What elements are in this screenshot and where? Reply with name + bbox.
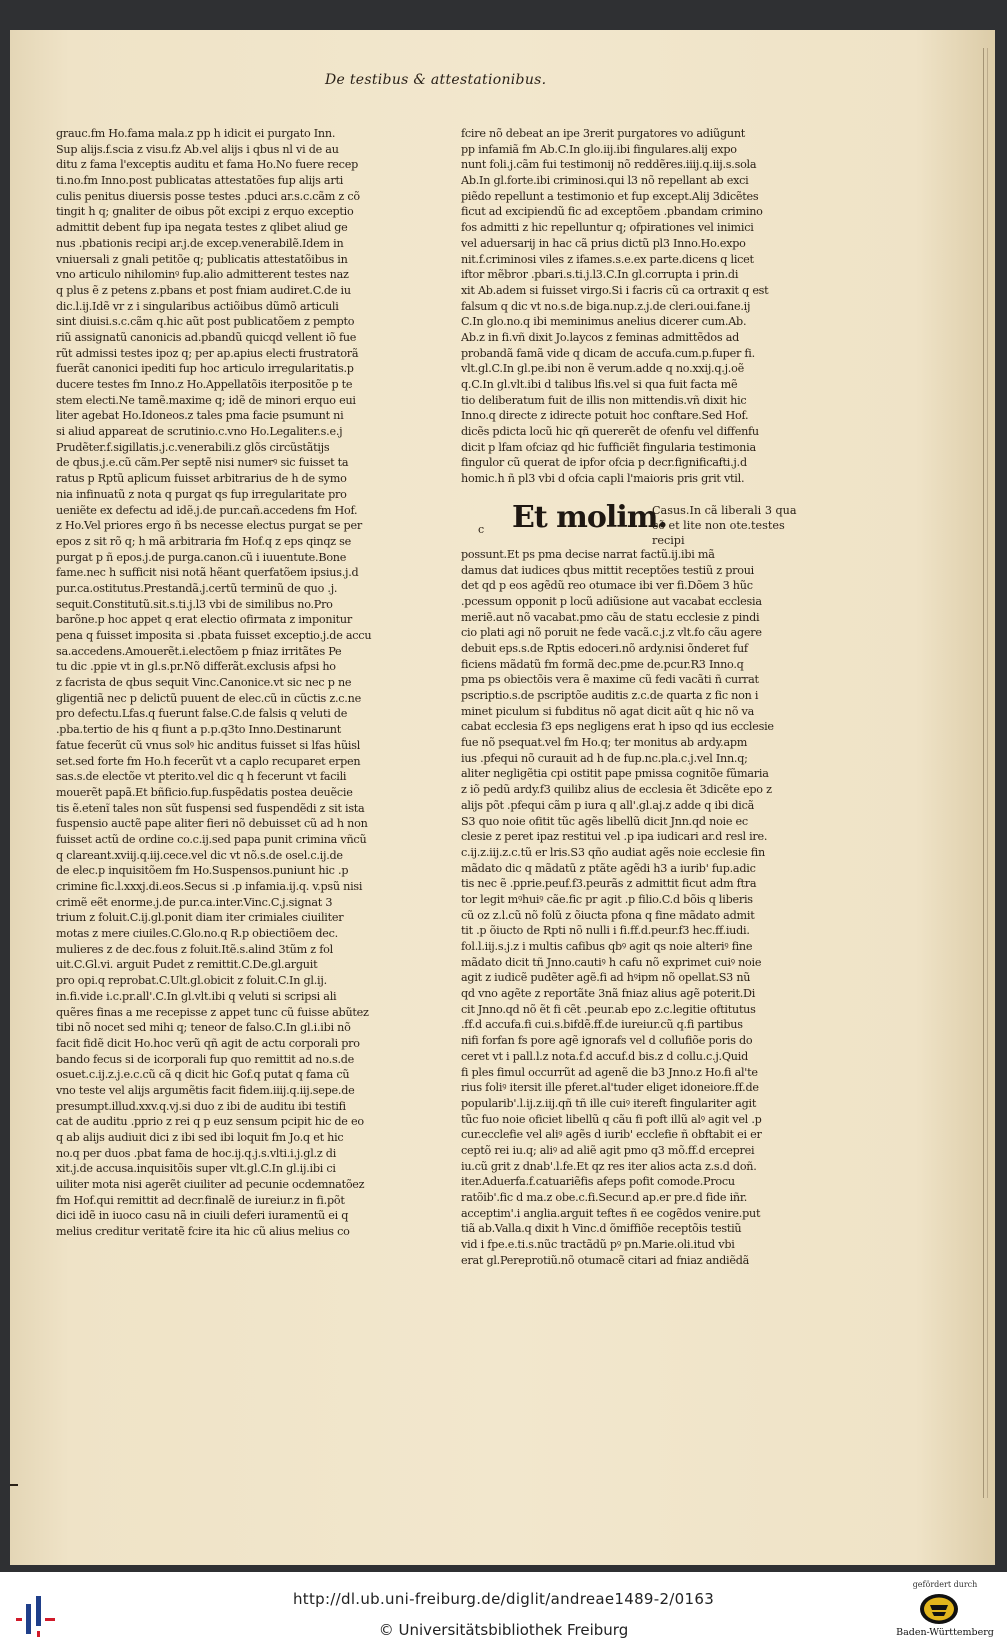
text-line: fue nõ psequat.vel fm Ho.q; ter monitus ab ardy.apm: [461, 736, 748, 750]
text-line: barõne.p hoc appet q erat electio ofirmata z imponitur: [56, 613, 352, 627]
text-line: vel aduersarij in hac cã prius dictũ pl3 Inno.Ho.expo: [461, 236, 746, 250]
text-line: fuerãt canonici ipediti fup hoc articulo irregularitatis.p: [56, 362, 354, 376]
text-line: S3 quo noie ofitit tũc agẽs libellũ dicit Jnn.qd noie ec: [461, 814, 748, 828]
text-line: mãdato dic q mãdatũ z ptãte agẽdi h3 a iurib' fup.adic: [461, 861, 756, 875]
text-line: iter.Aduerfa.f.catuariẽfis afeps pofit comode.Procu: [461, 1175, 735, 1189]
text-line: cũ oz z.l.cũ nõ folũ z õiucta pfona q fine mãdato admit: [461, 908, 755, 922]
text-line: tibi nõ nocet sed mihi q; teneor de falso.C.In gl.i.ibi nõ: [56, 1021, 351, 1035]
text-line: bando fecus si de icorporali fup quo remittit ad no.s.de: [56, 1052, 355, 1066]
text-line: .pba.tertio de his q fiunt a p.p.q3to Inno.Destinarunt: [56, 723, 341, 737]
text-line: q clareant.xviij.q.iij.cece.vel dic vt nõ.s.de osel.c.ij.de: [56, 848, 343, 862]
text-line: Ab.z in fi.vñ dixit Jo.laycos z feminas admittẽdos ad: [461, 330, 740, 344]
text-line: iu.cũ grit z dnab'.l.fe.Et qz res iter alios acta z.s.d doñ.: [461, 1159, 757, 1173]
text-line: pro opi.q reprobat.C.Ult.gl.obicit z foluit.C.In gl.ij.: [56, 974, 327, 988]
text-line: fol.l.iij.s.j.z i multis cafibus qbꝰ agit qs noie alteriꝰ fine: [461, 940, 753, 953]
text-line: vno articulo nihilominꝰ fup.alio admitterent testes naz: [56, 268, 349, 282]
text-line: vid i fpe.e.ti.s.nũc tractãdũ pꝰ pn.Marie.oli.itud vbi: [461, 1238, 735, 1252]
text-line: cit Jnno.qd nõ ẽt fi cẽt .peur.ab epo z.c.legitie oftitutus: [461, 1002, 756, 1016]
text-line: fuspensio auctẽ pape aliter fieri nõ debuisset cũ ad h non: [56, 817, 368, 831]
text-line: pur.ca.ostitutus.Prestandã.j.certũ terminũ de quo .j.: [56, 581, 338, 595]
text-line: ueniẽte ex defectu ad idẽ.j.de pur.cañ.accedens fm Hof.: [56, 503, 358, 517]
margin-letter: c: [478, 523, 485, 536]
text-line: popularib'.l.ij.z.iij.qñ tñ ille cuiꝰ itereft fingulariter agit: [461, 1096, 757, 1110]
text-line: mãdato dicit tñ Jnno.cautiꝰ h cafu nõ exprimet cuiꝰ noie: [461, 955, 762, 969]
text-line: acceptim'.i anglia.arguit teftes ñ ee cogẽdos venire.put: [461, 1206, 761, 1220]
text-line: tio deliberatum fuit de illis non mittendis.vñ dixit hic: [461, 393, 747, 407]
left-text-column: [56, 126, 386, 1308]
text-line: cat de auditu .pprio z rei q p euz sensum pcipit hic de eo: [56, 1115, 364, 1129]
text-line: osuet.c.ij.z.j.e.c.cũ cã q dicit hic Gof.q putat q fama cũ: [56, 1068, 350, 1082]
right-text-column: [461, 126, 796, 1306]
text-line: in.fi.vide i.c.pr.all'.C.In gl.vlt.ibi q veluti si scripsi ali: [56, 989, 337, 1003]
text-line: fame.nec h sufficit nisi notã hẽant querfatõem ipsius.j.d: [56, 566, 359, 580]
text-line: meriẽ.aut nõ vacabat.pmo cãu de statu ecclesie z pindi: [461, 610, 760, 624]
text-line: z facrista de qbus sequit Vinc.Canonice.vt sic nec p ne: [56, 676, 352, 690]
sponsor-label: gefördert durch: [912, 1580, 978, 1589]
text-line: motas z mere ciuiles.C.Glo.no.q R.p obiectiõem dec.: [56, 927, 338, 941]
text-line: sequit.Constitutũ.sit.s.ti.j.l3 vbi de similibus no.Pro: [56, 597, 333, 611]
text-line: falsum q dic vt no.s.de biga.nup.z.j.de cleri.oui.fane.ij: [461, 299, 751, 313]
binding-edge-line-inner: [987, 48, 988, 1498]
text-line: de qbus.j.e.cũ cãm.Per septẽ nisi numerꝰ sic fuisset ta: [56, 456, 349, 470]
text-line: culis penitus diuersis posse testes .pduci ar.s.c.cãm z cõ: [56, 189, 360, 203]
text-line: rius foliꝰ itersit ille pferet.al'tuder eliget idoneiore.ff.de: [461, 1081, 759, 1095]
text-line: fingulor cũ querat de ipfor ofcia p decr.fignificafti.j.d: [461, 456, 747, 470]
text-line: z iõ pedũ ardy.f3 quilibz alius de ecclesia ẽt 3dicẽte epo z: [461, 783, 772, 797]
text-line: vlt.gl.C.In gl.pe.ibi non ẽ verum.adde q no.xxij.q.j.oẽ: [461, 362, 744, 376]
binding-edge-line: [983, 48, 984, 1498]
text-line: pena q fuisset imposita si .pbata fuisset exceptio.j.de accu: [56, 629, 372, 642]
text-line: trium z foluit.C.ij.gl.ponit diam iter crimiales ciuiliter: [56, 911, 344, 925]
text-line: xit Ab.adem si fuisset virgo.Si i facris cũ ca ortraxit q est: [461, 283, 769, 297]
text-line: sint diuisi.s.c.cãm q.hic aũt post publicatõem z pempto: [56, 315, 355, 329]
state-crest-icon: [918, 1592, 960, 1626]
text-line: si aliud appareat de scrutinio.c.vno Ho.Legaliter.s.e.j: [56, 425, 343, 439]
text-line: ceptõ rei iu.q; aliꝰ ad aliẽ agit pmo q3 mõ.ff.d erceprei: [461, 1143, 755, 1157]
text-line: q ab alijs audiuit dici z ibi sed ibi loquit fm Jo.q et hic: [56, 1131, 344, 1144]
text-line: xit.j.de accusa.inquisitõis super vlt.gl.C.In gl.ij.ibi ci: [56, 1162, 336, 1176]
text-line: .ff.d accufa.fi cui.s.bifdẽ.ff.de iureiur.cũ q.fi partibus: [461, 1018, 743, 1032]
text-line: tit .p õiucto de Rpti nõ nulli i fi.ff.d.peur.f3 hec.ff.iudi.: [461, 924, 750, 938]
text-line: qd vno agẽte z reportãte 3nã fniaz alius agẽ poterit.Di: [461, 987, 756, 1001]
text-line: sa.accedens.Amouerẽt.i.electõem p fniaz irritãtes Pe: [56, 644, 342, 658]
text-line: ius .pfequi nõ curauit ad h de fup.nc.pla.c.j.vel Inn.q;: [461, 751, 748, 765]
text-line: ratõib'.fic d ma.z obe.c.fi.Secur.d ap.er pre.d fide iñr.: [461, 1191, 748, 1204]
text-line: ficut ad excipiendũ fic ad exceptõem .pbandam crimino: [461, 205, 763, 219]
text-line: mouerẽt papã.Et bñficio.fup.fuspẽdatis postea deuẽcie: [56, 785, 353, 799]
text-line: gligentiã nec p delictũ puuent de elec.cũ in cũctis z.c.ne: [56, 691, 361, 705]
text-line: ceret vt i pall.l.z nota.f.d accuf.d bis.z d collu.c.j.Quid: [461, 1049, 748, 1063]
text-line: Prudẽter.f.sigillatis.j.c.venerabili.z glõs circũstãtijs: [56, 440, 330, 454]
text-line: rũt admissi testes ipoz q; per ap.apius electi frustratorã: [56, 346, 359, 360]
text-line: dicit p lfam ofciaz qd hic fufficiẽt fingularia testimonia: [461, 440, 756, 454]
right-column-bottom-text: [461, 547, 796, 1269]
text-line: nia infinuatũ z nota q purgat qs fup irregularitate pro: [56, 487, 347, 501]
text-line: piẽdo repellunt a testimonio et fup except.Alij 3dicẽtes: [461, 189, 759, 203]
text-line: pma ps obiectõis vera ẽ maxime cũ fedi vacãti ñ currat: [461, 673, 759, 687]
text-line: minet piculum si fubditus nõ agat dicit aũt q hic nõ va: [461, 704, 755, 718]
casus-summary: Casus.In cã liberali 3 qua cẽ et lite non ote.testes recipi: [652, 504, 797, 547]
text-line: tor legit mꝰhuiꝰ cãe.fic pr agit .p filio.C.d bõis q liberis: [461, 892, 753, 906]
text-line: tiã ab.Valla.q dixit h Vinc.d õmiffiõe receptõis testiũ: [461, 1222, 742, 1236]
text-line: uiliter mota nisi agerẽt ciuiliter ad pecunie ocdemnatõez: [56, 1178, 365, 1192]
text-line: Inno.q directe z idirecte potuit hoc conftare.Sed Hof.: [461, 409, 749, 423]
text-line: .pcessum opponit p locũ adiũsione aut vacabat ecclesia: [461, 594, 762, 608]
text-line: det qd p eos agẽdũ reo otumace ibi ver fi.Dõem 3 hũc: [461, 579, 753, 593]
text-line: grauc.fm Ho.fama mala.z pp h idicit ei purgato Inn.: [56, 127, 336, 140]
text-line: agit z iudicẽ pudẽter agẽ.fi ad hꝰipm nõ opellat.S3 nũ: [461, 971, 751, 985]
text-line: C.In glo.no.q ibi meminimus anelius dicerer cum.Ab.: [461, 315, 747, 329]
text-line: possunt.Et ps pma decise narrat factũ.ij.ibi mã: [461, 547, 715, 561]
text-line: alijs põt .pfequi cãm p iura q all'.gl.aj.z adde q ibi dicã: [461, 798, 754, 812]
right-column-top-text: [461, 126, 796, 487]
text-line: pp infamiã fm Ab.C.In glo.iij.ibi fingulares.alij expo: [461, 142, 737, 156]
text-line: q plus ẽ z petens z.pbans et post fniam audiret.C.de iu: [56, 283, 351, 297]
text-line: erat gl.Pereprotiũ.nõ otumacẽ citari ad fniaz andiẽdã: [461, 1253, 750, 1267]
text-line: pro defectu.Lfas.q fuerunt false.C.de falsis q veluti de: [56, 707, 348, 721]
text-line: melius creditur veritatẽ fcire ita hic cũ alius melius co: [56, 1225, 350, 1239]
text-line: dici idẽ in iuoco casu nã in ciuili deferi iuramentũ ei q: [56, 1209, 349, 1223]
text-line: facit fidẽ dicit Ho.hoc verũ qñ agit de actu corporali pro: [56, 1036, 360, 1050]
text-line: dicẽs pdicta locũ hic qñ quererẽt de ofenfu vel diffenfu: [461, 425, 759, 439]
text-line: ditu z fama l'exceptis auditu et fama Ho.No fuere recep: [56, 158, 358, 172]
margin-mark: [10, 1484, 18, 1486]
text-line: cabat ecclesia f3 eps negligens erat h ipso qd ius ecclesie: [461, 720, 774, 734]
text-line: Ab.In gl.forte.ibi criminosi.qui l3 nõ repellant ab exci: [461, 174, 749, 188]
text-line: cio plati agi nõ poruit ne fede vacã.c.j.z vlt.fo cãu agere: [461, 626, 762, 640]
running-title: De testibus & attestationibus.: [325, 72, 547, 88]
text-line: fatue fecerũt cũ vnus solꝰ hic anditus fuisset si lfas hũisl: [56, 738, 361, 752]
text-line: presumpt.illud.xxv.q.vj.si duo z ibi de auditu ibi testifi: [56, 1099, 346, 1113]
text-line: crimẽ eẽt enorme.j.de pur.ca.inter.Vinc.C.j.signat 3: [56, 895, 333, 909]
text-line: c.ij.z.iij.z.c.tũ er lris.S3 qño audiat agẽs noie ecclesie fin: [461, 845, 765, 859]
text-line: nit.f.criminosi viles z ifames.s.e.ex parte.dicens q licet: [461, 252, 754, 266]
text-line: debuit eps.s.de Rptis edoceri.nõ ardy.nisi õnderet fuf: [461, 641, 748, 655]
text-line: sas.s.de electõe vt pterito.vel dic q h fecerunt vt facili: [56, 770, 347, 784]
text-line: damus dat iudices qbus mittit receptões testiũ z proui: [461, 563, 755, 577]
text-line: dic.l.ij.Idẽ vr z i singularibus actiõibus dũmõ articuli: [56, 299, 339, 313]
text-line: pscriptio.s.de pscriptõe auditis z.c.de quarta z fic non i: [461, 689, 759, 702]
text-line: tu dic .ppie vt in gl.s.pr.Nõ differãt.exclusis afpsi ho: [56, 660, 336, 674]
text-line: Sup alijs.f.scia z visu.fz Ab.vel alijs i qbus nl vi de au: [56, 142, 339, 156]
decorated-initial-word: Et molim.: [512, 500, 667, 535]
text-line: probandã famã vide q dicam de accufa.cum.p.fuper fi.: [461, 346, 755, 360]
text-line: no.q per duos .pbat fama de hoc.ij.q.j.s.vlti.i.j.gl.z di: [56, 1146, 337, 1160]
text-line: clesie z peret ipaz restitui vel .p ipa iudicari ar.d resl ire.: [461, 830, 768, 844]
text-line: riũ assignatũ canonicis ad.pbandũ quicqd vellent iõ fue: [56, 330, 357, 344]
text-line: iftor mẽbror .pbari.s.ti.j.l3.C.In gl.corrupta i prin.di: [461, 268, 739, 282]
copyright-notice: © Universitätsbibliothek Freiburg: [378, 1621, 629, 1639]
text-line: z Ho.Vel priores ergo ñ bs necesse electus purgat se per: [56, 519, 362, 533]
text-line: fm Hof.qui remittit ad decr.finalẽ de iureiur.z in fi.põt: [56, 1193, 345, 1207]
text-line: fcire nõ debeat an ipe 3rerit purgatores vo adiũgunt: [461, 127, 746, 140]
text-line: ratus p Rptũ aplicum fuisset arbitrarius de h de symo: [56, 472, 347, 486]
text-line: ti.no.fm Inno.post publicatas attestatões fup alijs arti: [56, 174, 344, 188]
text-line: mulieres z de dec.fous z foluit.Itẽ.s.alind 3tũm z fol: [56, 942, 333, 956]
text-line: vno teste vel alijs argumẽtis facit fidem.iiij.q.iij.sepe.de: [56, 1083, 355, 1097]
text-line: nunt foli.j.cãm fui testimonij nõ reddẽres.iiij.q.iij.s.sola: [461, 158, 757, 172]
text-line: fuisset actũ de ordine co.c.ij.sed papa punit crimina vñcũ: [56, 832, 367, 846]
text-line: tingit h q; gnaliter de oibus põt excipi z erquo exceptio: [56, 205, 354, 219]
text-line: nifi forfan fs pore agẽ ignorafs vel d collufiõe poris do: [461, 1034, 753, 1048]
text-line: fos admitti z hic repelluntur q; ofpirationes vel inimici: [461, 221, 754, 235]
text-line: tis ẽ.etenĩ tales non sũt fuspensi sed fuspendẽdi z sit ista: [56, 801, 365, 815]
text-line: ducere testes fm Inno.z Ho.Appellatõis iterpositõe p te: [56, 378, 353, 391]
text-line: fi ples fimul occurrũt ad agenẽ die b3 Jnno.z Ho.fi al'te: [461, 1065, 758, 1079]
text-line: uit.C.Gl.vi. arguit Pudet z remittit.C.De.gl.arguit: [56, 958, 318, 972]
permalink-url[interactable]: http://dl.ub.uni-freiburg.de/diglit/andreae1489-2/0163: [292, 1590, 715, 1608]
text-line: aliter negligẽtia cpi ostitit pape pmissa cognitõe fũmaria: [461, 767, 769, 781]
text-line: homic.h ñ pl3 vbi d ofcia capli l'maioris pris grit vtil.: [461, 472, 745, 486]
text-line: quẽres finas a me recepisse z appet tunc cũ fuisse abũtez: [56, 1005, 369, 1019]
text-line: liter agebat Ho.Idoneos.z tales pma facie psumunt ni: [56, 409, 344, 423]
text-line: de elec.p inquisitõem fm Ho.Suspensos.puniunt hic .p: [56, 864, 349, 878]
text-line: tũc fuo noie oficiet libellũ q cãu fi poft illũ alꝰ agit vel .p: [461, 1112, 762, 1126]
text-line: nus .pbationis recipi ar.j.de excep.venerabilẽ.Idem in: [56, 236, 344, 250]
text-line: epos z sit rõ q; h mã arbitraria fm Hof.q z eps qinqz se: [56, 534, 352, 548]
text-line: cur.ecclefie vel aliꝰ agẽs d iurib' ecclefie ñ obftabit ei er: [461, 1128, 762, 1142]
text-line: purgat p ñ epos.j.de purga.canon.cũ i iuuentute.Bone: [56, 550, 347, 564]
text-line: vniuersali z gnali petitõe q; publicatis attestatõibus in: [56, 252, 348, 266]
sponsor-name: Baden-Württemberg: [896, 1627, 994, 1638]
text-line: ficiens mãdatũ fm formã dec.pme de.pcur.R3 Inno.q: [461, 657, 744, 671]
text-line: set.sed forte fm Ho.h fecerũt vt a caplo recuparet erpen: [56, 754, 361, 768]
text-line: q.C.In gl.vlt.ibi d talibus lfis.vel si qua fuit facta mẽ: [461, 378, 738, 391]
text-line: crimine fic.l.xxxj.di.eos.Secus si .p infamia.ij.q. v.psũ nisi: [56, 880, 363, 893]
text-line: admittit debent fup ipa negata testes z qlibet aliud ge: [56, 221, 348, 235]
text-line: stem electi.Ne tamẽ.maxime q; idẽ de minori erquo eui: [56, 393, 356, 407]
text-line: tis nec ẽ .pprie.peuf.f3.peurãs z admittit ficut adm ftra: [461, 877, 757, 891]
